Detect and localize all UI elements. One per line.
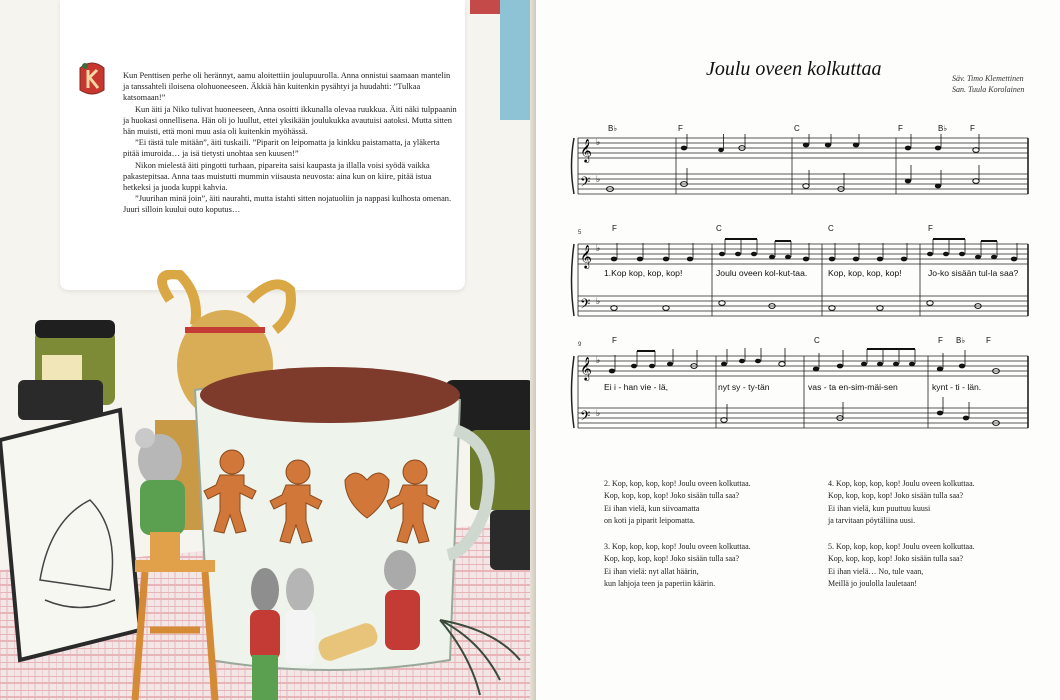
verse-line: 5. Kop, kop, kop, kop! Joulu oveen kolkuttaa. <box>828 542 975 551</box>
chord-symbol: C <box>828 224 834 233</box>
lyric-line: Jo-ko sisään tul-la saa? <box>928 268 1019 278</box>
svg-text:♭: ♭ <box>596 174 601 184</box>
verse-line: Kop, kop, kop, kop! Joko sisään tulla saa? <box>604 554 740 564</box>
lyric-line: vas - ta en-sim-mäi-sen <box>808 382 898 392</box>
chord-symbol: B♭ <box>608 124 618 133</box>
grand-staff <box>566 134 1036 198</box>
measure-number: 5 <box>578 230 582 236</box>
svg-text:♭: ♭ <box>596 137 601 147</box>
verse-line: 3. Kop, kop, kop, kop! Joulu oveen kolkuttaa. <box>604 542 751 551</box>
music-system-2 <box>566 222 1036 322</box>
chord-symbol: B♭ <box>956 336 966 345</box>
lyricist-credit: San. Tuula Korolainen <box>952 85 1025 94</box>
verse-line: kun lahjoja teen ja paperiin käärin. <box>604 579 716 589</box>
verse-2 <box>604 478 834 528</box>
verse-line: Kop, kop, kop, kop! Joko sisään tulla saa? <box>828 491 964 501</box>
lyric-line: Ei i - han vie - lä, <box>604 382 668 392</box>
story-paragraph: Nikon mielestä äiti pingotti turhaan, pipareita saisi kaupasta ja illalla voisi syödä vaikka pakastepitsaa. Anna taas muistutti mummin viisausta neuvosta: aina kun on kiire, pitää istua hetkeksi ja juoda kuppi kahvia. <box>123 160 432 193</box>
drop-cap-k-icon <box>77 60 107 96</box>
svg-text:♭: ♭ <box>596 243 601 253</box>
song-title: Joulu oveen kolkuttaa <box>706 58 882 80</box>
lyric-line: Kop, kop, kop, kop! <box>828 268 902 278</box>
verse-line: 4. Kop, kop, kop, kop! Joulu oveen kolkuttaa. <box>828 479 975 488</box>
grand-staff <box>566 236 1036 326</box>
verse-line: Ei ihan vielä, kun puuttuu kuusi <box>828 503 931 513</box>
verse-line: on koti ja piparit leipomatta. <box>604 516 695 526</box>
chord-symbol: F <box>970 124 975 133</box>
svg-text:𝄢: 𝄢 <box>580 174 591 193</box>
verse-line: Ei ihan vielä: nyt allat häärin, <box>604 566 699 576</box>
verse-4 <box>828 478 1058 528</box>
verse-line: Ei ihan vielä, kun siivoamatta <box>604 503 700 513</box>
verse-line: Meillä jo joulolla lauletaan! <box>828 579 918 589</box>
music-system-3 <box>566 334 1036 434</box>
composer-credit: Säv. Timo Klemettinen <box>952 74 1024 83</box>
lyric-line: kynt - ti - län. <box>932 382 982 392</box>
verse-line: ja tarvitaan pöytäliina uusi. <box>828 516 916 526</box>
song-credits <box>952 73 1024 95</box>
page-edge-blue <box>500 0 530 120</box>
svg-text:𝄞: 𝄞 <box>580 244 592 268</box>
svg-text:♭: ♭ <box>596 408 601 418</box>
svg-text:𝄢: 𝄢 <box>580 296 591 315</box>
lyric-line: nyt sy - ty-tän <box>718 382 770 392</box>
verse-3 <box>604 541 834 591</box>
chord-symbol: C <box>814 336 820 345</box>
chord-symbol: F <box>898 124 903 133</box>
chord-symbol: F <box>986 336 991 345</box>
svg-text:𝄞: 𝄞 <box>580 356 592 380</box>
chord-symbol: F <box>612 336 617 345</box>
svg-text:♭: ♭ <box>596 355 601 365</box>
verse-line: 2. Kop, kop, kop, kop! Joulu oveen kolkuttaa. <box>604 479 751 488</box>
chord-symbol: F <box>928 224 933 233</box>
chord-symbol: F <box>612 224 617 233</box>
chord-symbol: C <box>716 224 722 233</box>
svg-text:♭: ♭ <box>596 296 601 306</box>
story-paragraph: ”Juurihan minä join”, äiti naurahti, mutta istahti sitten nojatuoliin ja nappasi kulhosta omenan. Juuri silloin kuului outo koputus… <box>123 194 452 215</box>
music-system-1 <box>566 118 1036 198</box>
lyric-line: 1.Kop kop, kop, kop! <box>604 268 683 278</box>
story-text <box>123 70 458 216</box>
grand-staff <box>566 348 1036 438</box>
story-paragraph: Kun äiti ja Niko tulivat huoneeseen, Anna osoitti ikkunalla olevaa ruukkua. Äiti näki tulppaanin ja huokasi onnellisena. Hän oli jo luullut, ettei yksikään joulukukka avautuisi aatoksi. Mutta sitten hän muisti, että moni muu asia oli kuitenkin myöhässä. <box>123 104 457 137</box>
svg-text:𝄢: 𝄢 <box>580 408 591 427</box>
chord-symbol: F <box>938 336 943 345</box>
verse-line: Ei ihan vielä… No, tule vaan, <box>828 566 924 576</box>
verse-line: Kop, kop, kop, kop! Joko sisään tulla saa? <box>828 554 964 564</box>
svg-text:𝄞: 𝄞 <box>580 138 592 162</box>
story-paragraph: Kun Penttisen perhe oli herännyt, aamu aloitettiin joulupuurolla. Anna onnistui saamaan mantelin ja tanssahteli iloisena olohuoneeseen. Äkkiä hän kuitenkin pysähtyi ja huudahti: ”Tulkaa katsomaan!” <box>123 71 451 103</box>
christmas-mice-illustration <box>0 270 536 700</box>
lyric-line: Joulu oveen kol-kut-taa. <box>716 268 808 278</box>
verse-line: Kop, kop, kop, kop! Joko sisään tulla saa? <box>604 491 740 501</box>
chord-symbol: B♭ <box>938 124 948 133</box>
chord-symbol: F <box>678 124 683 133</box>
chord-symbol: C <box>794 124 800 133</box>
story-paragraph: ”Ei tästä tule mitään”, äiti tuskaili. ”Piparit on leipomatta ja kinkku paistamatta, ja yläkerta pitää imuroida… ja isä tietysti unohtaa sen kuusen!” <box>123 138 440 159</box>
verse-5 <box>828 541 1058 591</box>
measure-number: 9 <box>578 342 582 348</box>
